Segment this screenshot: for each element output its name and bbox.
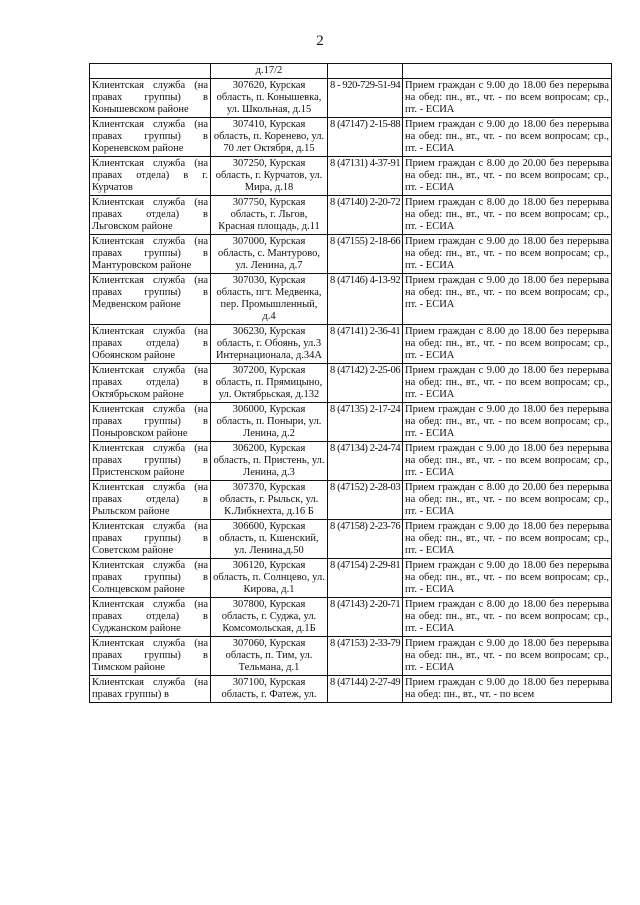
cell-phone: 8 (47140) 2-20-72: [328, 196, 403, 235]
cell-schedule: Прием граждан с 8.00 до 18.00 без перерыва на обед: пн., вт., чт. - по всем вопросам; ср., пт. - ЕСИА: [403, 598, 612, 637]
cell-phone: [328, 64, 403, 79]
cell-phone: 8 (47142) 2-25-06: [328, 364, 403, 403]
table-row: [90, 235, 612, 274]
cell-schedule: Прием граждан с 8.00 до 20.00 без перерыва на обед: пн., вт., чт. - по всем вопросам; ср., пт. - ЕСИА: [403, 157, 612, 196]
table-row: [90, 637, 612, 676]
cell-address: 307030, Курская область, пгт. Медвенка, пер. Промышленный, д.4: [211, 274, 328, 325]
cell-name: Клиентская служба (на правах группы) в Поныровском районе: [90, 403, 211, 442]
table-row: [90, 157, 612, 196]
cell-name: [90, 64, 211, 79]
cell-schedule: Прием граждан с 8.00 до 20.00 без перерыва на обед: пн., вт., чт. - по всем вопросам; ср., пт. - ЕСИА: [403, 481, 612, 520]
table-row: [90, 325, 612, 364]
table-row: [90, 598, 612, 637]
table-row-partial: [90, 676, 612, 703]
cell-name: Клиентская служба (на правах группы) в Тимском районе: [90, 637, 211, 676]
cell-address: 307250, Курская область, г. Курчатов, ул. Мира, д.18: [211, 157, 328, 196]
cell-schedule: Прием граждан с 9.00 до 18.00 без перерыва на обед: пн., вт., чт. - по всем вопросам; ср., пт. - ЕСИА: [403, 79, 612, 118]
cell-address: 306000, Курская область, п. Поныри, ул. Ленина, д.2: [211, 403, 328, 442]
cell-address: 306200, Курская область, п. Пристень, ул. Ленина, д.3: [211, 442, 328, 481]
cell-address: 306120, Курская область, п. Солнцево, ул. Кирова, д.1: [211, 559, 328, 598]
cell-phone: 8 (47152) 2-28-03: [328, 481, 403, 520]
client-offices-table: [89, 63, 612, 703]
cell-address: 306600, Курская область, п. Кшенский, ул. Ленина,д.50: [211, 520, 328, 559]
cell-schedule: Прием граждан с 9.00 до 18.00 без перерыва на обед: пн., вт., чт. - по всем вопросам; ср., пт. - ЕСИА: [403, 559, 612, 598]
table-row: [90, 481, 612, 520]
cell-phone: 8 (47146) 4-13-92: [328, 274, 403, 325]
cell-schedule: Прием граждан с 8.00 до 18.00 без перерыва на обед: пн., вт., чт. - по всем вопросам; ср., пт. - ЕСИА: [403, 196, 612, 235]
cell-phone: 8 - 920-729-51-94: [328, 79, 403, 118]
cell-name: Клиентская служба (на правах отдела) в Рыльском районе: [90, 481, 211, 520]
cell-address: 307100, Курская область, г. Фатеж, ул.: [211, 676, 328, 703]
cell-phone: 8 (47144) 2-27-49: [328, 676, 403, 703]
cell-name: Клиентская служба (на правах группы) в Пристенском районе: [90, 442, 211, 481]
cell-phone: 8 (47147) 2-15-88: [328, 118, 403, 157]
cell-schedule: Прием граждан с 9.00 до 18.00 без перерыва на обед: пн., вт., чт. - по всем: [403, 676, 612, 703]
table-row-continuation: [90, 64, 612, 79]
cell-phone: 8 (47158) 2-23-76: [328, 520, 403, 559]
cell-schedule: Прием граждан с 9.00 до 18.00 без перерыва на обед: пн., вт., чт. - по всем вопросам; ср., пт. - ЕСИА: [403, 442, 612, 481]
cell-address: 307000, Курская область, с. Мантурово, ул. Ленина, д.7: [211, 235, 328, 274]
cell-address: 306230, Курская область, г. Обоянь, ул.3 Интернационала, д.34А: [211, 325, 328, 364]
cell-name: Клиентская служба (на правах группы) в Медвенском районе: [90, 274, 211, 325]
cell-schedule: Прием граждан с 9.00 до 18.00 без перерыва на обед: пн., вт., чт. - по всем вопросам; ср., пт. - ЕСИА: [403, 403, 612, 442]
cell-schedule: [403, 64, 612, 79]
cell-schedule: Прием граждан с 9.00 до 18.00 без перерыва на обед: пн., вт., чт. - по всем вопросам; ср., пт. - ЕСИА: [403, 520, 612, 559]
cell-name: Клиентская служба (на правах отдела) в Суджанском районе: [90, 598, 211, 637]
cell-name: Клиентская служба (на правах отдела) в Обоянском районе: [90, 325, 211, 364]
cell-name: Клиентская служба (на правах отдела) в Льговском районе: [90, 196, 211, 235]
cell-name: Клиентская служба (на правах группы) в Советском районе: [90, 520, 211, 559]
cell-phone: 8 (47143) 2-20-71: [328, 598, 403, 637]
cell-name: Клиентская служба (на правах группы) в Солнцевском районе: [90, 559, 211, 598]
cell-address: 307060, Курская область, п. Тим, ул. Тельмана, д.1: [211, 637, 328, 676]
cell-address: 307410, Курская область, п. Коренево, ул. 70 лет Октября, д.15: [211, 118, 328, 157]
cell-schedule: Прием граждан с 8.00 до 18.00 без перерыва на обед: пн., вт., чт. - по всем вопросам; ср., пт. - ЕСИА: [403, 325, 612, 364]
page-number: 2: [316, 33, 324, 49]
cell-schedule: Прием граждан с 9.00 до 18.00 без перерыва на обед: пн., вт., чт. - по всем вопросам; ср., пт. - ЕСИА: [403, 364, 612, 403]
cell-address: д.17/2: [211, 64, 328, 79]
cell-name: Клиентская служба (на правах отдела) в Октябрьском районе: [90, 364, 211, 403]
table-row: [90, 559, 612, 598]
table-row: [90, 520, 612, 559]
table-row: [90, 364, 612, 403]
cell-schedule: Прием граждан с 9.00 до 18.00 без перерыва на обед: пн., вт., чт. - по всем вопросам; ср., пт. - ЕСИА: [403, 637, 612, 676]
cell-address: 307750, Курская область, г. Льгов, Красная площадь, д.11: [211, 196, 328, 235]
cell-phone: 8 (47155) 2-18-66: [328, 235, 403, 274]
cell-name: Клиентская служба (на правах группы) в: [90, 676, 211, 703]
table-body: [90, 64, 612, 703]
table-row: [90, 79, 612, 118]
cell-name: Клиентская служба (на правах группы) в Конышевском районе: [90, 79, 211, 118]
cell-phone: 8 (47134) 2-24-74: [328, 442, 403, 481]
cell-phone: 8 (47141) 2-36-41: [328, 325, 403, 364]
cell-address: 307620, Курская область, п. Конышевка, ул. Школьная, д.15: [211, 79, 328, 118]
table-row: [90, 403, 612, 442]
cell-phone: 8 (47135) 2-17-24: [328, 403, 403, 442]
cell-name: Клиентская служба (на правах отдела) в г. Курчатов: [90, 157, 211, 196]
cell-schedule: Прием граждан с 9.00 до 18.00 без перерыва на обед: пн., вт., чт. - по всем вопросам; ср., пт. - ЕСИА: [403, 235, 612, 274]
cell-schedule: Прием граждан с 9.00 до 18.00 без перерыва на обед: пн., вт., чт. - по всем вопросам; ср., пт. - ЕСИА: [403, 274, 612, 325]
cell-schedule: Прием граждан с 9.00 до 18.00 без перерыва на обед: пн., вт., чт. - по всем вопросам; ср., пт. - ЕСИА: [403, 118, 612, 157]
table-row: [90, 118, 612, 157]
cell-address: 307370, Курская область, г. Рыльск, ул. К.Либкнехта, д.16 Б: [211, 481, 328, 520]
cell-phone: 8 (47131) 4-37-91: [328, 157, 403, 196]
cell-name: Клиентская служба (на правах группы) в Кореневском районе: [90, 118, 211, 157]
cell-phone: 8 (47154) 2-29-81: [328, 559, 403, 598]
table-row: [90, 196, 612, 235]
table-row: [90, 274, 612, 325]
cell-address: 307800, Курская область, г. Суджа, ул. Комсомольская, д.1Б: [211, 598, 328, 637]
cell-phone: 8 (47153) 2-33-79: [328, 637, 403, 676]
table-row: [90, 442, 612, 481]
cell-name: Клиентская служба (на правах группы) в Мантуровском районе: [90, 235, 211, 274]
cell-address: 307200, Курская область, п. Прямицыно, ул. Октябрьская, д.132: [211, 364, 328, 403]
